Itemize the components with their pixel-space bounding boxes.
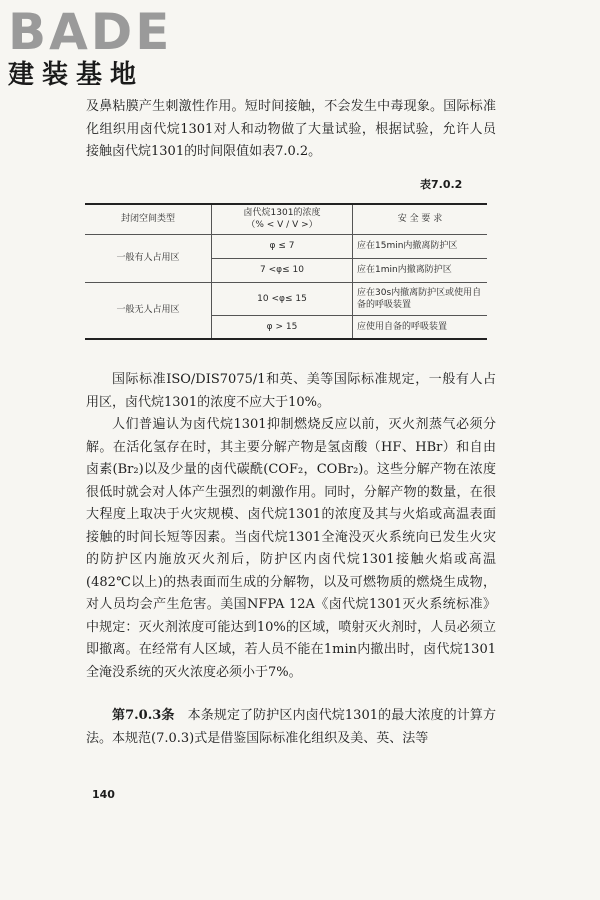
cell-requirement: 应在1min内撤离防护区 (353, 258, 488, 282)
cell-concentration: φ ≤ 7 (212, 234, 353, 258)
header-concentration (212, 204, 353, 234)
cell-space-type: 一般有人占用区 (85, 234, 212, 282)
paragraph-decomposition: 人们普遍认为卤代烷1301抑制燃烧反应以前，灭火剂蒸气必须分解。在活化氢存在时，其主要分解产物是氢卤酸（HF、HBr）和自由卤素(Br₂)以及少量的卤代碳酰(COF₂，COBr₂)。这些分解产物在浓度很低时就会对人体产生强烈的刺激作用。同时，分解产物的数量，在很大程度上取决于火灾规模、卤代烷1301的浓度及其与火焰或高温表面接触的时间长短等因素。当卤代烷1301全淹没灭火系统向已发生火灾的防护区内施放灭火剂后，防护区内卤代烷1301接触火焰或高温(482℃以上)的热表面而生成的分解物，以及可燃物质的燃烧生成物，对人员均会产生危害。美国NFPA 12A《卤代烷1301灭火系统标准》中规定：灭火剂浓度可能达到10%的区域，喷射灭火剂时，人员必须立即撤离。在经常有人区域，若人员不能在1min内撤出时，卤代烷1301全淹没系统的灭火浓度必须小于7%。 (86, 417, 496, 680)
header-conc-line2: （% < V / V >） (246, 220, 318, 231)
article-number: 第7.0.3条 (112, 708, 175, 723)
logo-wordmark: BADE (8, 3, 173, 61)
article-text: 本条规定了防护区内卤代烷1301的最大浓度的计算方法。本规范(7.0.3)式是借鉴国际标准化组织及美、英、法等 (86, 708, 496, 746)
cell-space-type: 一般无人占用区 (85, 282, 212, 339)
header-space-type: 封闭空间类型 (85, 204, 212, 234)
logo-subtitle: 建装基地 (8, 60, 145, 90)
cell-concentration: 7 <φ≤ 10 (212, 258, 353, 282)
cell-requirement: 应在30s内撤离防护区或使用自备的呼吸装置 (353, 282, 488, 315)
page-number: 140 (92, 788, 115, 801)
table-row (85, 282, 487, 315)
table-header-row (85, 204, 487, 234)
paragraph-iso-standard: 国际标准ISO/DIS7075/1和英、美等国际标准规定，一般有人占用区，卤代烷1301的浓度不应大于10%。 (86, 372, 496, 410)
header-requirement: 安 全 要 求 (353, 204, 488, 234)
cell-requirement: 应在15min内撤离防护区 (353, 234, 488, 258)
cell-requirement: 应使用自备的呼吸装置 (353, 315, 488, 339)
paragraph-article-7-0-3 (86, 705, 496, 750)
cell-concentration: φ > 15 (212, 315, 353, 339)
header-conc-line1: 卤代烷1301的浓度 (243, 208, 321, 219)
table-row (85, 234, 487, 258)
cell-concentration: 10 <φ≤ 15 (212, 282, 353, 315)
table-label: 表7.0.2 (420, 178, 463, 191)
halon-concentration-table (85, 203, 487, 340)
bade-logo (8, 3, 173, 90)
paragraph-intro: 及鼻粘膜产生刺激性作用。短时间接触，不会发生中毒现象。国际标准化组织用卤代烷1301对人和动物做了大量试验，根据试验，允许人员接触卤代烷1301的时间限值如表7.0.2。 (86, 99, 496, 159)
